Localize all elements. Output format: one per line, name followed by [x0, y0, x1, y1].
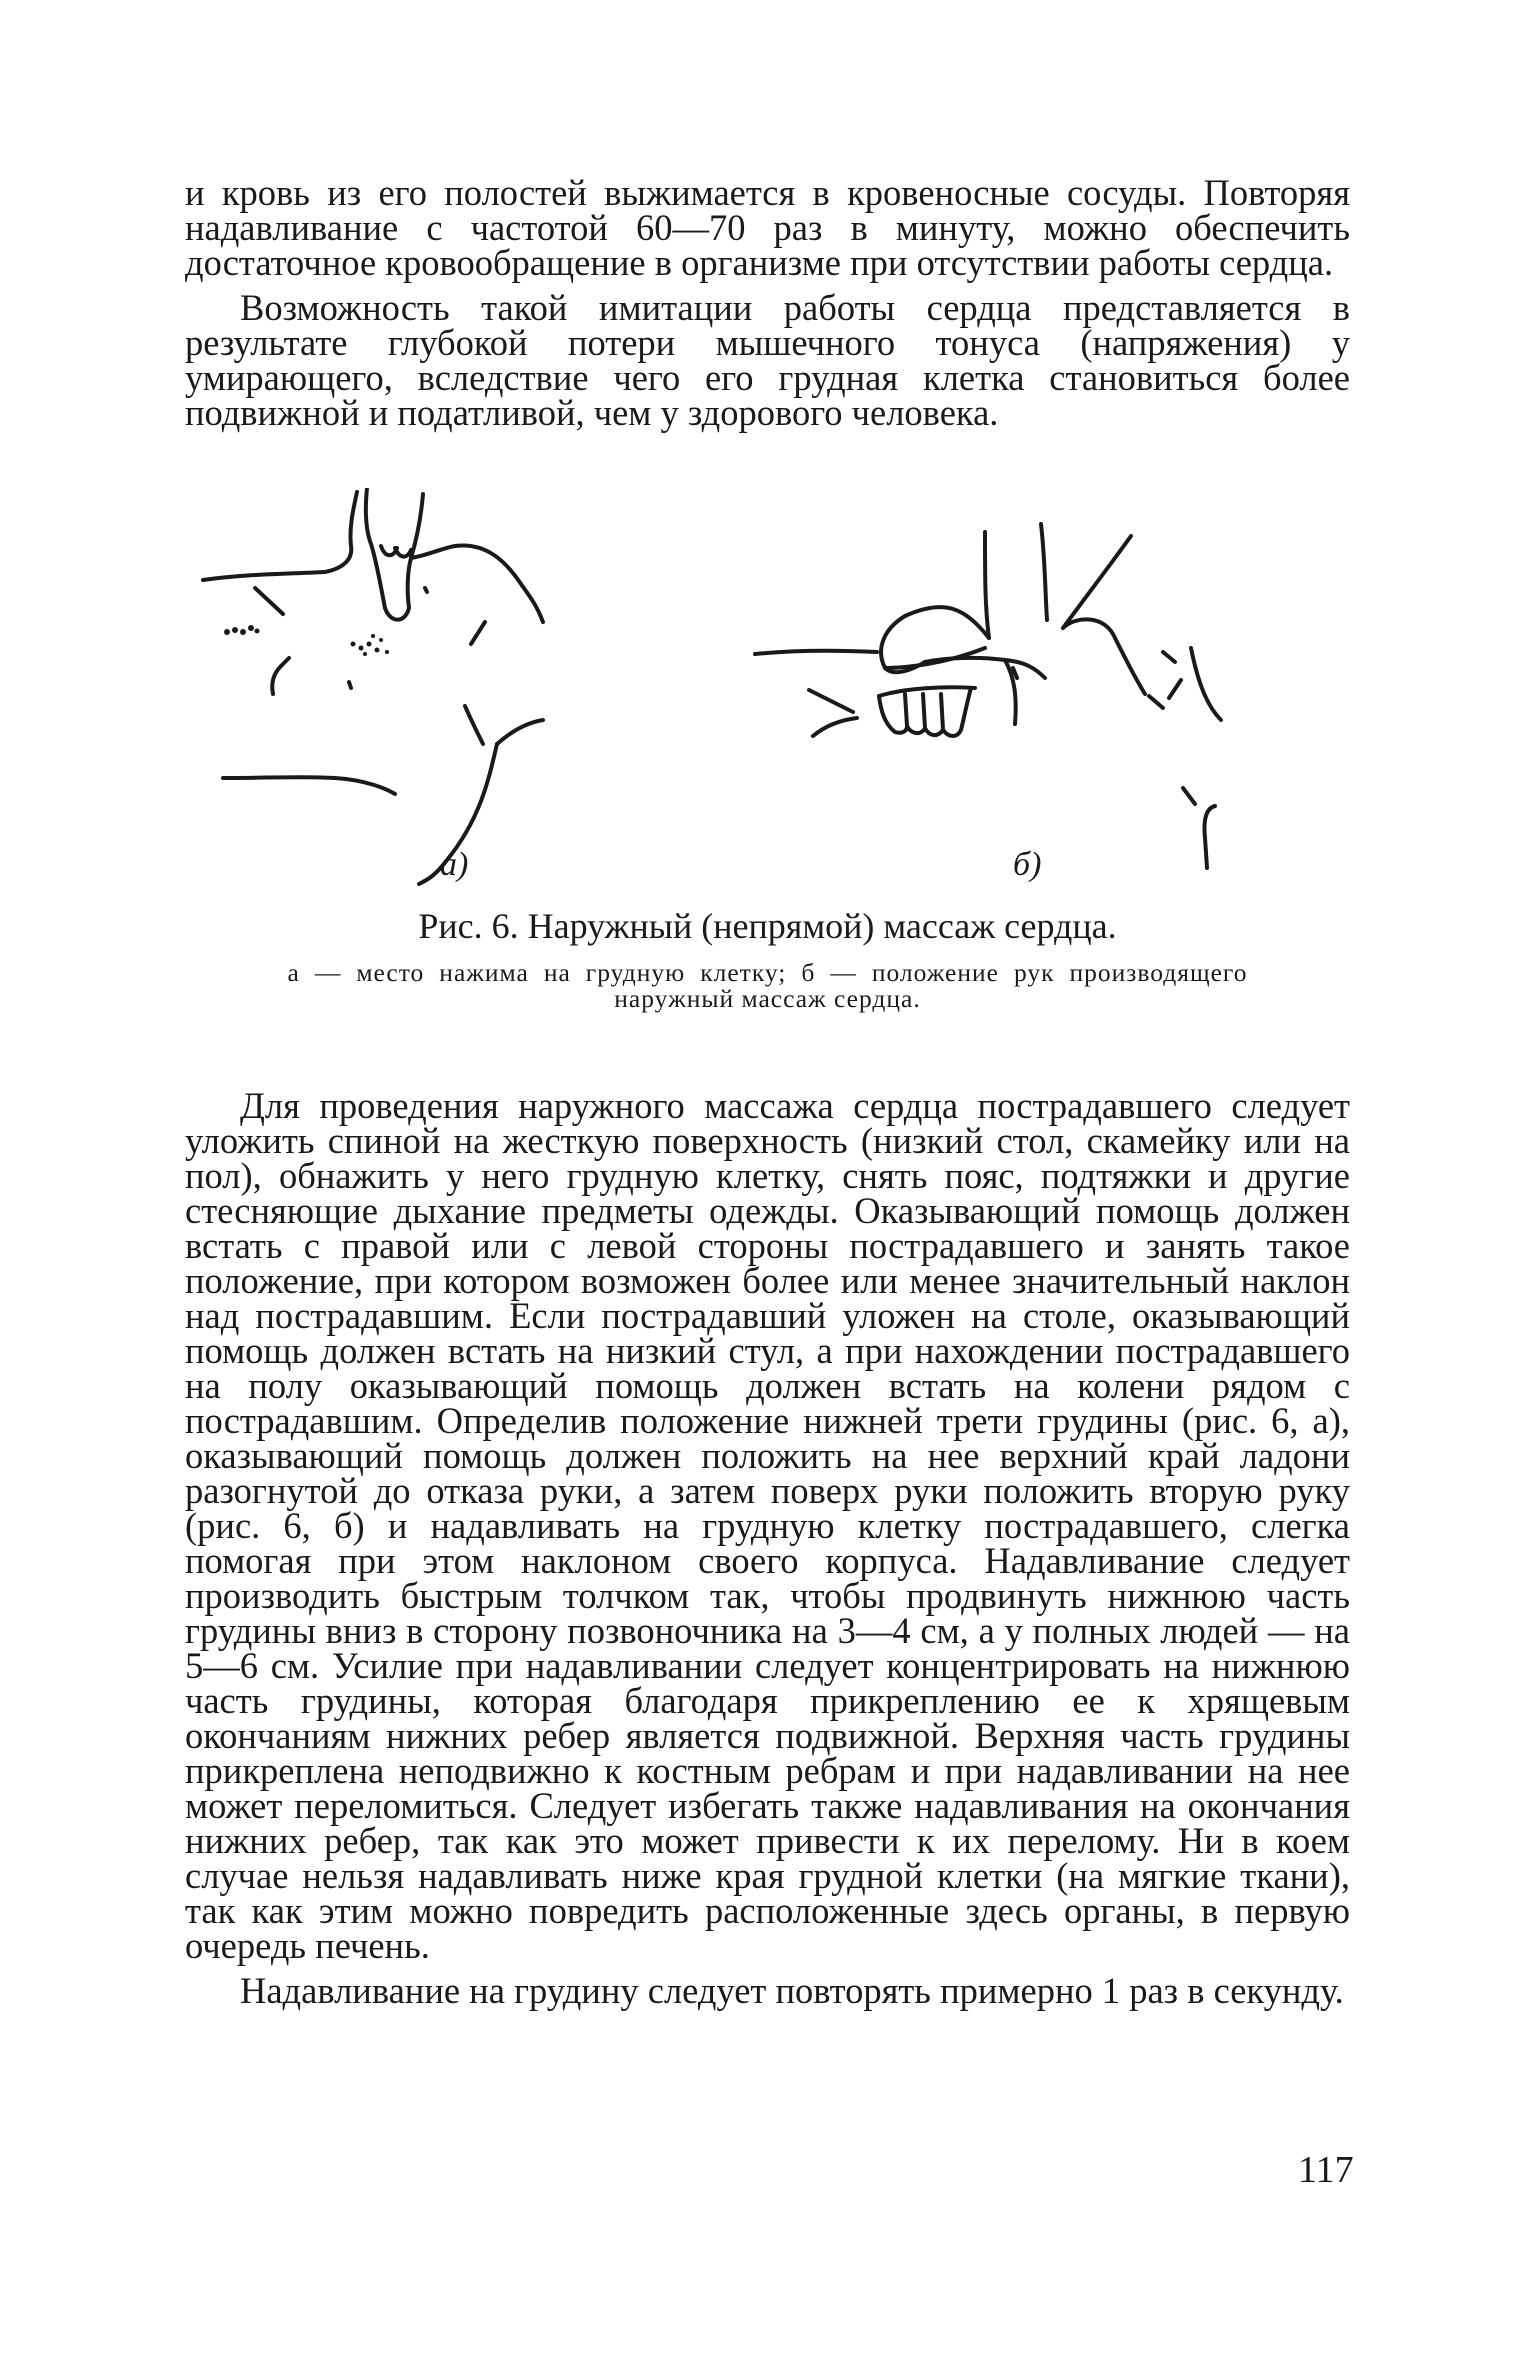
top-text-block	[185, 172, 1350, 433]
paragraph-continuation: и кровь из его полостей выжимается в кровеносные сосуды. Повторяя надавливание с частотой 60—70 раз в минуту, можно обеспечить достаточное кровообращение в организме при отсутствии работы сердца.	[185, 172, 1350, 283]
heart-massage-illustration	[185, 488, 1350, 928]
bottom-text-block	[185, 1085, 1350, 2011]
paragraph-frequency: Надавливание на грудину следует повторять примерно 1 раз в секунду.	[240, 1970, 1344, 2011]
paragraph-procedure: Для проведения наружного массажа сердца пострадавшего следует уложить спиной на жесткую поверхность (низкий стол, скамейку или на пол), обнажить у него грудную клетку, снять пояс, подтяжки и другие стесняющие дыхание предметы одежды. Оказывающий помощь должен встать с правой или с левой стороны пострадавшего и занять такое положение, при котором возможен более или менее значительный наклон над пострадавшим. Если пострадавший уложен на столе, оказывающий помощь должен встать на низкий стул, а при нахождении пострадавшего на полу оказывающий помощь должен встать на колени рядом с пострадавшим. Определив положение нижней трети грудины (рис. 6, а), оказывающий помощь должен положить на нее верхний край ладони разогнутой до отказа руки, а затем поверх руки положить вторую руку (рис. 6, б) и надавливать на грудную клетку пострадавшего, слегка помогая при этом наклоном своего корпуса. Надавливание следует производить быстрым толчком так, чтобы продвинуть нижнюю часть грудины вниз в сторону позвоночника на 3—4 см, а у полных людей — на 5—6 см. Усилие при надавливании следует концентрировать на нижнюю часть грудины, которая благодаря прикреплению ее к хрящевым окончаниям нижних ребер является подвижной. Верхняя часть грудины прикреплена неподвижно к костным ребрам и при надавливании на нее может переломиться. Следует избегать также надавливания на окончания нижних ребер, так как это может привести к их перелому. Ни в коем случае нельзя надавливать ниже края грудной клетки (на мягкие ткани), так как этим можно повредить расположенные здесь органы, в первую очередь печень.	[185, 1085, 1350, 1966]
figure-caption	[185, 906, 1350, 1012]
panel-a-dots	[224, 625, 389, 656]
panel-a-drawing	[203, 488, 543, 884]
figure-6	[185, 488, 1350, 928]
paragraph-imitation: Возможность такой имитации работы сердца представляется в результате глубокой потери мышечного тонуса (напряжения) у умирающего, вследствие чего его грудная клетка становиться более подвижной и податливой, чем у здорового человека.	[185, 287, 1350, 433]
panel-b-drawing	[755, 524, 1221, 868]
page-number: 117	[1298, 2149, 1354, 2191]
panel-label-a: а)	[440, 846, 469, 883]
panel-label-b: б)	[1013, 846, 1042, 883]
caption-note: а — место нажима на грудную клетку; б — положение рук производящего наружный массаж сердца.	[287, 958, 1248, 1013]
caption-title: Рис. 6. Наружный (непрямой) массаж сердца.	[418, 906, 1117, 946]
